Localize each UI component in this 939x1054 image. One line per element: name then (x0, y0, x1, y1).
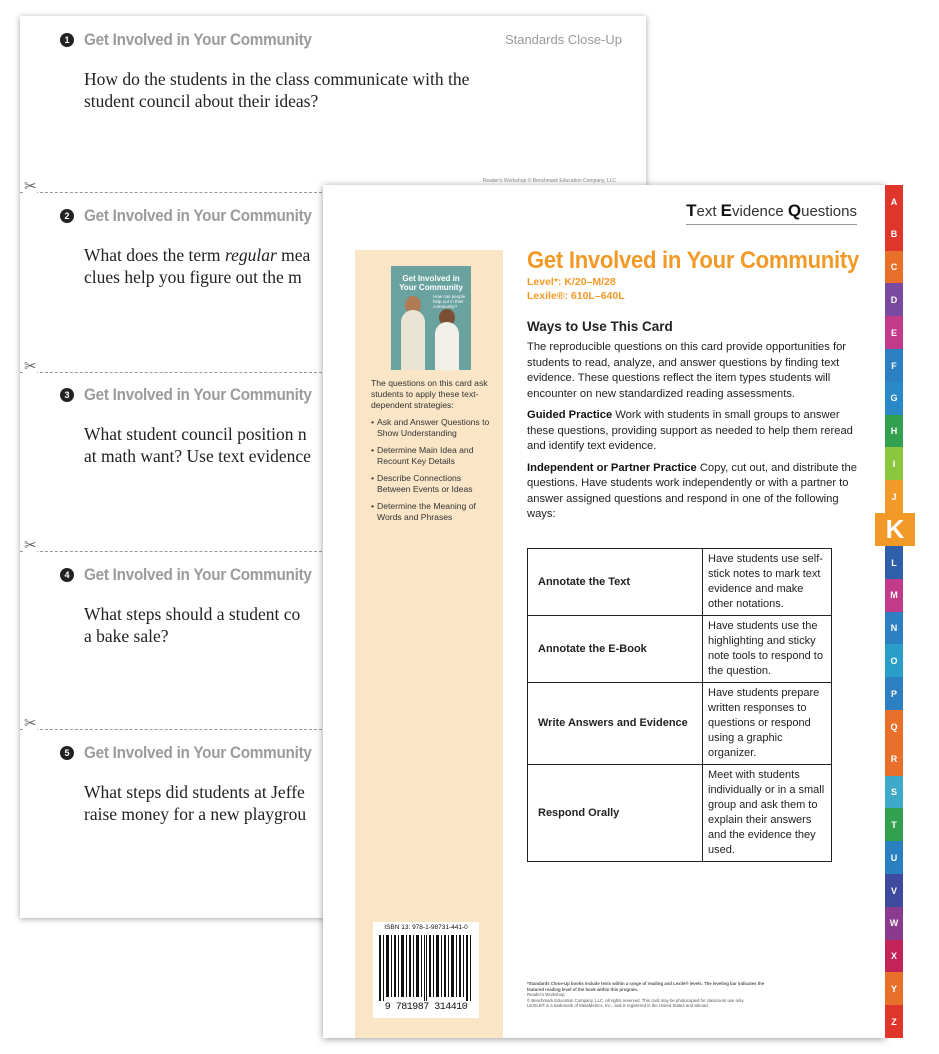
question-number: 2 (60, 209, 74, 223)
isbn-text: ISBN 13: 978-1-98731-441-0 (384, 924, 468, 931)
tab-d[interactable]: D (885, 283, 903, 316)
strategy-item: • Determine Main Idea and Recount Key Details (371, 445, 493, 467)
footnote-line: Reader's Workshop (527, 992, 565, 997)
tab-t[interactable]: T (885, 808, 903, 841)
tab-z[interactable]: Z (885, 1005, 903, 1038)
tab-x[interactable]: X (885, 940, 903, 973)
tab-y[interactable]: Y (885, 972, 903, 1005)
header-initial: E (720, 201, 733, 220)
guided-practice-paragraph (527, 408, 857, 455)
book-cover-subtitle: How can people help out in their community? (433, 294, 466, 309)
guided-practice-text: Work with students in small groups to answer these questions, providing support as needed to help them reread and identify text evidence. (527, 409, 853, 452)
header-text: uestions (801, 203, 857, 220)
text-segment: at math want? Use text evidence (84, 446, 311, 466)
description-cell: Have students use the highlighting and sticky note tools to respond to the question. (703, 616, 832, 683)
strategy-item: • Determine the Meaning of Words and Phrases (371, 501, 493, 523)
question-title: Get Involved in Your Community (84, 565, 312, 584)
table-row (528, 765, 832, 862)
scissors-icon: ✂ (24, 538, 37, 554)
strategy-intro: The questions on this card ask students to apply these text-dependent strategies: (371, 378, 488, 410)
scissors-icon: ✂ (24, 359, 37, 375)
text-segment: mea (276, 245, 311, 265)
question-title: Get Involved in Your Community (84, 206, 312, 225)
header-text: ext (696, 203, 721, 220)
independent-practice-text: Copy, cut out, and distribute the questions. Have students work independently or with a partner to answer assigned questions and respond in one of the following ways: (527, 461, 857, 520)
tab-e[interactable]: E (885, 316, 903, 349)
emphasized-term: regular (224, 245, 277, 265)
tab-v[interactable]: V (885, 874, 903, 907)
footnote-line: © Benchmark Education Company, LLC. All rights reserved. This card may be photocopied for classroom use only. (527, 997, 745, 1003)
description-cell: Have students prepare written responses to questions or respond using a graphic organizer. (703, 683, 832, 765)
response-methods-table (527, 548, 832, 862)
tab-i[interactable]: I (885, 447, 903, 480)
header-initial: Q (787, 201, 802, 220)
question-number: 3 (60, 388, 74, 402)
table-row (528, 616, 832, 683)
text-segment: a bake sale? (84, 626, 169, 646)
text-segment: clues help you figure out the m (84, 267, 302, 287)
card-body (527, 247, 857, 523)
description-cell: Have students use self-stick notes to mark text evidence and make other notations. (703, 549, 832, 616)
footnote-line: *Standards Close-Up books include texts within a range of reading and Lexile® levels. The leveling bar indicates the featured reading level of the book within this program. (527, 981, 765, 992)
tab-m[interactable]: M (885, 579, 903, 612)
independent-practice-paragraph (527, 461, 857, 523)
scissors-icon: ✂ (24, 716, 37, 732)
tab-k[interactable]: K (875, 513, 915, 546)
scissors-icon: ✂ (24, 179, 37, 195)
question-number: 5 (60, 746, 74, 760)
text-segment: What student council position n (84, 424, 307, 444)
card-title: Get Involved in Your Community (527, 247, 859, 274)
table-row (528, 549, 832, 616)
tab-n[interactable]: N (885, 612, 903, 645)
series-label: Standards Close-Up (504, 32, 622, 47)
strategy-item: • Ask and Answer Questions to Show Understanding (371, 417, 493, 439)
strategy-panel (355, 250, 503, 1038)
tab-s[interactable]: S (885, 776, 903, 809)
question-title: Get Involved in Your Community (84, 743, 312, 762)
tab-r[interactable]: R (885, 743, 903, 776)
method-cell: Annotate the E-Book (528, 616, 703, 683)
tab-w[interactable]: W (885, 907, 903, 940)
question-title: Get Involved in Your Community (84, 30, 312, 49)
card-header (686, 201, 857, 225)
question-number: 4 (60, 568, 74, 582)
method-cell: Write Answers and Evidence (528, 683, 703, 765)
student-photo (435, 322, 459, 370)
teacher-card (323, 185, 885, 1038)
tab-q[interactable]: Q (885, 710, 903, 743)
book-cover-title: Get Involved in Your Community (399, 274, 463, 292)
text-segment: raise money for a new playgrou (84, 804, 307, 824)
tab-g[interactable]: G (885, 382, 903, 415)
ways-heading: Ways to Use This Card (527, 319, 673, 334)
tab-a[interactable]: A (885, 185, 903, 218)
header-initial: T (686, 201, 697, 220)
footnote-line: LEXILE® is a trademark of MetaMetrics, Inc., and is registered in the United States and abroad. (527, 1003, 709, 1008)
description-cell: Meet with students individually or in a small group and ask them to explain their answers and the evidence they used. (703, 765, 832, 862)
strategy-list (371, 417, 493, 523)
barcode-digits: 9 781987 314410 (384, 1002, 468, 1013)
footnote (527, 981, 777, 1009)
text-segment: What steps should a student co (84, 604, 301, 624)
tab-p[interactable]: P (885, 677, 903, 710)
header-text: vidence (732, 203, 788, 220)
tab-h[interactable]: H (885, 415, 903, 448)
table-row (528, 683, 832, 765)
alphabet-tab-strip (885, 185, 903, 1038)
tab-u[interactable]: U (885, 841, 903, 874)
tab-c[interactable]: C (885, 251, 903, 284)
tab-j[interactable]: J (885, 480, 903, 513)
strategy-item: • Describe Connections Between Events or Ideas (371, 473, 493, 495)
tab-b[interactable]: B (885, 218, 903, 251)
question-number: 1 (60, 33, 74, 47)
tab-f[interactable]: F (885, 349, 903, 382)
text-segment: What does the term (84, 245, 225, 265)
method-cell: Respond Orally (528, 765, 703, 862)
question-text: How do the students in the class communicate with the student council about their ideas? (84, 69, 470, 111)
question-title: Get Involved in Your Community (84, 385, 312, 404)
lexile-line: Lexile®: 610L–640L (527, 290, 625, 302)
sheet-copyright: Reader's Workshop © Benchmark Education Company, LLC (482, 178, 616, 184)
independent-practice-label: Independent or Partner Practice (527, 461, 697, 474)
book-cover-image (391, 266, 471, 370)
level-line: Level*: K/20–M/28 (527, 276, 616, 288)
intro-paragraph: The reproducible questions on this card provide opportunities for students to read, analyze, and answer questions by finding text evidence. These questions reflect the item types students will encounter on new standardized reading assessments. (527, 341, 847, 400)
barcode (373, 922, 479, 1018)
text-segment: What steps did students at Jeffe (84, 782, 305, 802)
guided-practice-label: Guided Practice (527, 409, 613, 421)
method-cell: Annotate the Text (528, 549, 703, 616)
student-photo (401, 310, 425, 370)
tab-l[interactable]: L (885, 546, 903, 579)
tab-o[interactable]: O (885, 644, 903, 677)
strategy-text (371, 378, 493, 529)
